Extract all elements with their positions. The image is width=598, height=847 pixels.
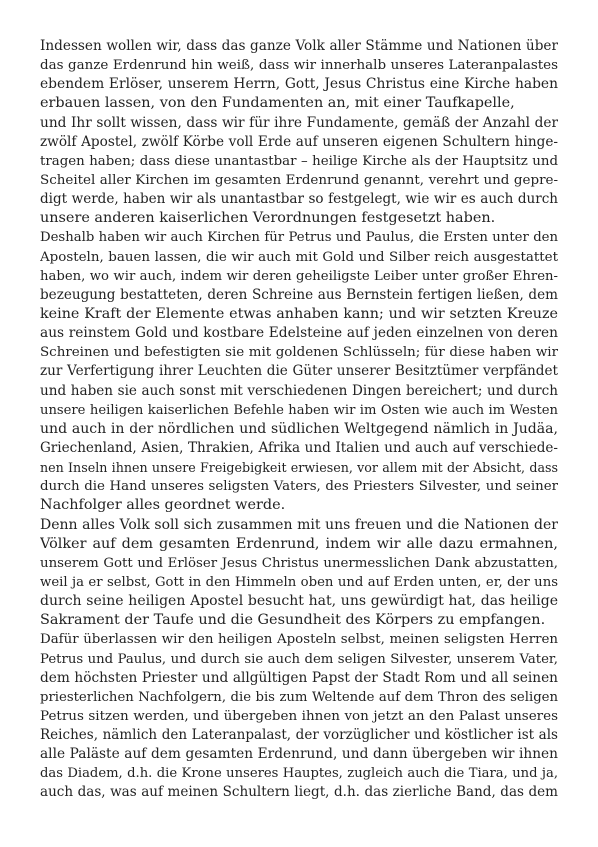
text-line: Völker auf dem gesamten Erdenrund, indem wir alle dazu ermahnen,	[40, 535, 558, 552]
text-line: durch die Hand unseres seligsten Vaters, des Priesters Silvester, und seiner	[40, 479, 558, 495]
text-line: aus reinstem Gold und kostbare Edelsteine auf jeden einzelnen von deren	[40, 325, 558, 342]
text-line: zur Verfertigung ihrer Leuchten die Güter unserer Besitztümer verpfändet	[40, 363, 558, 380]
text-line: durch seine heiligen Apostel besucht hat, uns gewürdigt hat, das heilige	[40, 593, 558, 610]
text-line: Schreinen und befestigten sie mit goldenen Schlüsseln; für diese haben wir	[40, 345, 558, 361]
text-line: tragen haben; dass diese unantastbar – heilige Kirche als der Hauptsitz und	[40, 153, 558, 169]
text-line: nen Inseln ihnen unsere Freigebigkeit erwiesen, vor allem mit der Absicht, dass	[40, 460, 558, 476]
text-line: weil ja er selbst, Gott in den Himmeln oben und auf Erden unten, er, der uns	[40, 574, 558, 590]
text-line: unsere anderen kaiserlichen Verordnungen festgesetzt haben.	[40, 210, 496, 227]
text-line: unsere heiligen kaiserlichen Befehle haben wir im Osten wie auch im Westen	[40, 402, 558, 418]
text-line: Sakrament der Taufe und die Gesundheit des Körpers zu empfangen.	[40, 612, 546, 629]
text-line: Petrus sitzen werden, und übergeben ihnen von jetzt an den Palast unseres	[40, 707, 558, 724]
text-line: dem höchsten Priester und allgültigen Papst der Stadt Rom und all seinen	[40, 669, 558, 686]
text-line: Reiches, nämlich den Lateranpalast, der vorzüglicher und köstlicher ist als	[40, 727, 558, 744]
text-line: Deshalb haben wir auch Kirchen für Petrus und Paulus, die Ersten unter den	[40, 230, 558, 246]
text-line: und auch in der nördlichen und südlichen Weltgegend nämlich in Judäa,	[40, 420, 558, 437]
text-line: Denn alles Volk soll sich zusammen mit uns freuen und die Nationen der	[40, 516, 558, 533]
text-line: auch das, was auf meinen Schultern liegt, d.h. das zierliche Band, das dem	[40, 784, 558, 801]
text-line: alle Paläste auf dem gesamten Erdenrund, und dann übergeben wir ihnen	[40, 746, 558, 763]
text-line: unserem Gott und Erlöser Jesus Christus unermesslichen Dank abzustatten,	[40, 555, 558, 571]
text-line: das Diadem, d.h. die Krone unseres Hauptes, zugleich auch die Tiara, und ja,	[40, 766, 558, 782]
body-text	[40, 37, 558, 803]
text-line: Indessen wollen wir, dass das ganze Volk aller Stämme und Nationen über	[40, 38, 558, 54]
text-line: Dafür überlassen wir den heiligen Aposteln selbst, meinen seligsten Herren	[40, 632, 558, 648]
text-line: Scheitel aller Kirchen im gesamten Erdenrund genannt, verehrt und gepre-	[40, 172, 558, 188]
text-line: keine Kraft der Elemente etwas anhaben kann; und wir setzten Kreuze	[40, 305, 558, 322]
text-line: digt werde, haben wir als unantastbar so festgelegt, wie wir es auch durch	[40, 191, 558, 208]
text-line: bezeugung bestatteten, deren Schreine aus Bernstein fertigen ließen, dem	[40, 286, 558, 303]
text-line: erbauen lassen, von den Fundamenten an, mit einer Taufkapelle,	[40, 95, 515, 112]
text-line: priesterlichen Nachfolgern, die bis zum Weltende auf dem Thron des seligen	[40, 689, 558, 705]
text-line: und Ihr sollt wissen, dass wir für ihre Fundamente, gemäß der Anzahl der	[40, 114, 558, 131]
text-line: das ganze Erdenrund hin weiß, dass wir innerhalb unseres Lateranpalastes	[40, 58, 558, 74]
text-line: ebendem Erlöser, unserem Herrn, Gott, Jesus Christus eine Kirche haben	[40, 76, 558, 93]
text-line: haben, wo wir auch, indem wir deren geheiligste Leiber unter großer Ehren-	[40, 268, 558, 284]
text-line: Nachfolger alles geordnet werde.	[40, 497, 286, 514]
text-line: Griechenland, Asien, Thrakien, Afrika und Italien und auch auf verschiede-	[40, 439, 558, 456]
text-line: Petrus und Paulus, und durch sie auch dem seligen Silvester, unserem Vater,	[40, 651, 558, 667]
text-line: zwölf Apostel, zwölf Körbe voll Erde auf unseren eigenen Schultern hinge-	[40, 133, 558, 150]
text-line: Aposteln, bauen lassen, die wir auch mit Gold und Silber reich ausgestattet	[40, 249, 558, 265]
text-line: und haben sie auch sonst mit verschiedenen Dingen bereichert; und durch	[40, 382, 558, 399]
